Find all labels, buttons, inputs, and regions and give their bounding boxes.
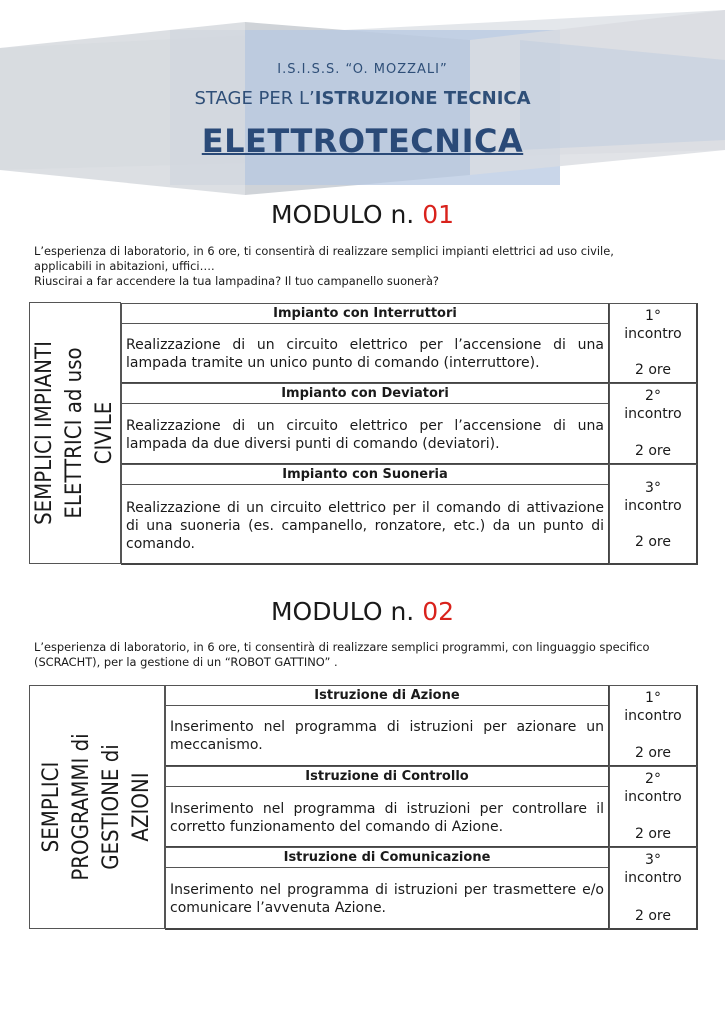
module-02-row-1	[165, 685, 610, 767]
module-label: MODULO n.	[270, 200, 423, 229]
meeting-number: 2°	[645, 771, 661, 787]
header-banner	[0, 0, 725, 200]
side-label-line: SEMPLICI	[39, 761, 64, 853]
row-title: Impianto con Deviatori	[122, 384, 608, 404]
side-label-line: AZIONI	[129, 772, 154, 842]
intro-line: L’esperienza di laboratorio, in 6 ore, ti consentirà di realizzare semplici impianti elettrici ad uso civile,	[34, 244, 614, 258]
module-02-side-label	[29, 685, 165, 929]
page-title: ELETTROTECNICA	[201, 122, 524, 160]
row-description: Realizzazione di un circuito elettrico per il comando di attivazione di una suoneria (es. campanello, ronzatore, etc.) da un punto di comando.	[126, 500, 604, 552]
row-title: Istruzione di Controllo	[166, 767, 608, 787]
intro-line: (SCRACHT), per la gestione di un “ROBOT GATTINO” .	[34, 655, 338, 669]
meeting-label: incontro	[624, 498, 682, 514]
meeting-hours: 2 ore	[635, 443, 671, 459]
meeting-number: 3°	[645, 852, 661, 868]
module-01-meeting-1	[609, 303, 698, 384]
school-name: I.S.I.S.S. “O. MOZZALI”	[277, 62, 448, 77]
meeting-label: incontro	[624, 406, 682, 422]
row-title: Impianto con Suoneria	[122, 465, 608, 485]
module-02-meeting-2	[609, 766, 698, 848]
meeting-label: incontro	[624, 326, 682, 342]
module-01-meeting-3	[609, 464, 698, 565]
row-description: Inserimento nel programma di istruzioni per trasmettere e/o comunicare l’avvenuta Azione.	[170, 882, 604, 916]
intro-line: applicabili in abitazioni, uffici….	[34, 259, 215, 273]
side-label-text	[30, 341, 120, 525]
module-01-intro	[34, 244, 694, 289]
side-label-line: GESTIONE di	[99, 744, 124, 870]
module-02-row-2	[165, 766, 610, 848]
stage-subtitle	[0, 88, 725, 109]
side-label-text	[37, 733, 157, 880]
side-label-line: CIVILE	[92, 401, 117, 465]
intro-line: Riuscirai a far accendere la tua lampadina? Il tuo campanello suonerà?	[34, 274, 439, 288]
meeting-number: 3°	[645, 480, 661, 496]
side-label-line: ELETTRICI ad uso	[62, 347, 87, 519]
stage-bold: ISTRUZIONE TECNICA	[314, 88, 531, 109]
module-02-row-3	[165, 847, 610, 930]
meeting-number: 1°	[645, 308, 661, 324]
side-label-line: SEMPLICI IMPIANTI	[32, 341, 57, 525]
module-number: 02	[422, 597, 454, 626]
meeting-hours: 2 ore	[635, 826, 671, 842]
row-description: Inserimento nel programma di istruzioni per controllare il corretto funzionamento del comando di Azione.	[170, 801, 604, 835]
module-01-meeting-2	[609, 383, 698, 465]
row-title: Istruzione di Comunicazione	[166, 848, 608, 868]
meeting-number: 2°	[645, 388, 661, 404]
row-title: Istruzione di Azione	[166, 686, 608, 706]
module-02-title	[0, 597, 725, 626]
module-01-title	[0, 200, 725, 229]
module-label: MODULO n.	[270, 597, 423, 626]
row-title: Impianto con Interruttori	[122, 304, 608, 324]
module-number: 01	[422, 200, 454, 229]
side-label-line: PROGRAMMI di	[69, 733, 94, 881]
stage-prefix: STAGE PER L’	[194, 88, 315, 109]
meeting-hours: 2 ore	[635, 745, 671, 761]
module-02-meeting-3	[609, 847, 698, 930]
meeting-label: incontro	[624, 870, 682, 886]
intro-line: L’esperienza di laboratorio, in 6 ore, ti consentirà di realizzare semplici programmi, con linguaggio specifico	[34, 640, 650, 654]
module-01-side-label	[29, 302, 121, 564]
meeting-hours: 2 ore	[635, 534, 671, 550]
meeting-label: incontro	[624, 789, 682, 805]
meeting-hours: 2 ore	[635, 362, 671, 378]
row-description: Realizzazione di un circuito elettrico per l’accensione di una lampada tramite un unico punto di comando (interruttore).	[126, 337, 604, 371]
module-01-row-3	[121, 464, 610, 565]
module-01-row-2	[121, 383, 610, 465]
meeting-number: 1°	[645, 690, 661, 706]
meeting-label: incontro	[624, 708, 682, 724]
meeting-hours: 2 ore	[635, 908, 671, 924]
module-02-meeting-1	[609, 685, 698, 767]
row-description: Inserimento nel programma di istruzioni per azionare un meccanismo.	[170, 719, 604, 753]
module-02-intro	[34, 640, 694, 670]
module-01-row-1	[121, 303, 610, 384]
row-description: Realizzazione di un circuito elettrico per l’accensione di una lampada da due diversi punti di comando (deviatori).	[126, 418, 604, 452]
